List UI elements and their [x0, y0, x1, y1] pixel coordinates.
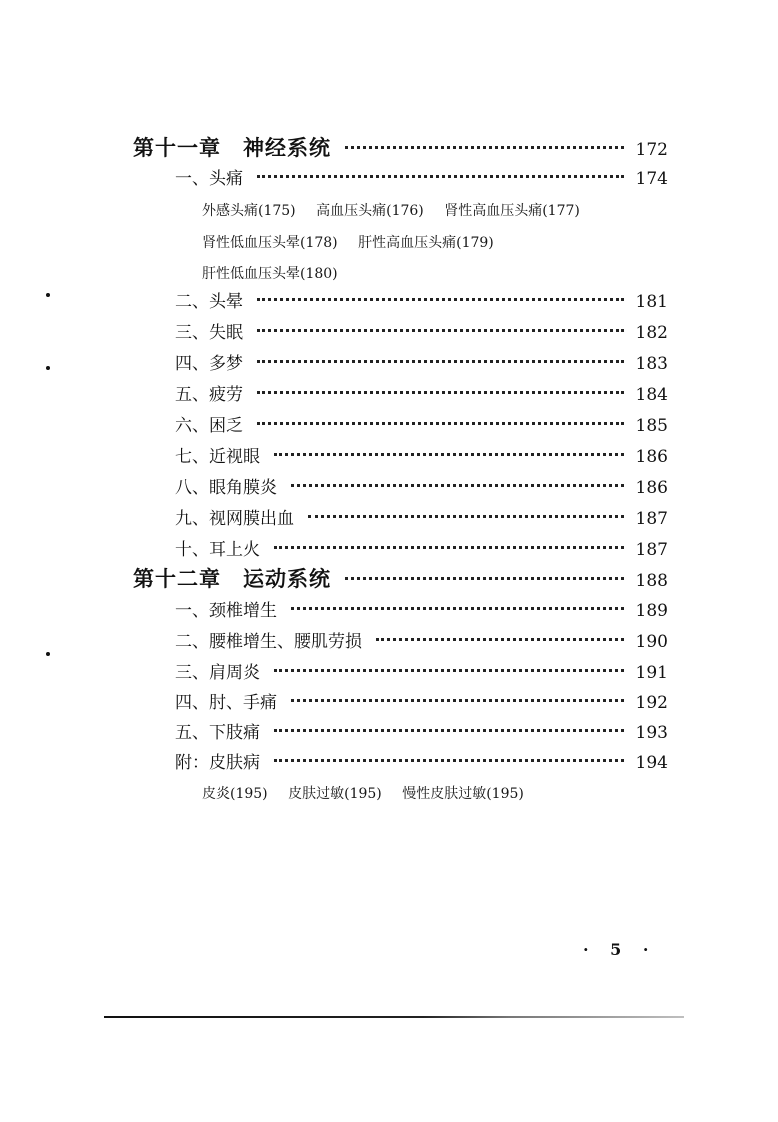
subentry[interactable]: 慢性皮肤过敏(195) — [402, 786, 524, 802]
page-number: 188 — [635, 571, 668, 591]
leader-dots — [257, 360, 624, 363]
scan-edge-line — [104, 1016, 684, 1018]
section-title: 一、头痛 — [175, 169, 243, 189]
footer-page-number: · 5 · — [583, 940, 657, 959]
section-title: 二、腰椎增生、腰肌劳损 — [175, 632, 362, 652]
toc-section[interactable] — [175, 718, 668, 743]
leader-dots — [308, 515, 624, 518]
section-title: 二、头晕 — [175, 292, 243, 312]
section-title: 五、下肢痛 — [175, 723, 260, 743]
page-number: 192 — [635, 693, 668, 713]
toc-chapter-11[interactable] — [133, 132, 668, 162]
leader-dots — [257, 391, 624, 394]
section-title: 一、颈椎增生 — [175, 601, 277, 621]
section-title: 九、视网膜出血 — [175, 509, 294, 529]
section-title: 八、眼角膜炎 — [175, 478, 277, 498]
page-number: 191 — [635, 663, 668, 683]
page-number: 187 — [635, 509, 668, 529]
section-title: 七、近视眼 — [175, 447, 260, 467]
toc-section[interactable] — [175, 287, 668, 312]
leader-dots — [274, 759, 624, 762]
subentry[interactable]: 肝性高血压头痛(179) — [358, 235, 494, 251]
toc-section[interactable] — [175, 473, 668, 498]
subentry[interactable]: 皮肤过敏(195) — [288, 786, 382, 802]
leader-dots — [345, 577, 624, 580]
leader-dots — [291, 699, 624, 702]
section-title: 三、肩周炎 — [175, 663, 260, 683]
toc-section[interactable] — [175, 164, 668, 189]
toc-section[interactable] — [175, 442, 668, 467]
leader-dots — [257, 298, 624, 301]
toc-section[interactable] — [175, 318, 668, 343]
page-number: 183 — [635, 354, 668, 374]
page-number: 189 — [635, 601, 668, 621]
toc-subentry-line — [202, 200, 596, 220]
section-title: 四、肘、手痛 — [175, 693, 277, 713]
leader-dots — [274, 669, 624, 672]
leader-dots — [257, 422, 624, 425]
section-title: 三、失眠 — [175, 323, 243, 343]
leader-dots — [257, 329, 624, 332]
page-number: 185 — [635, 416, 668, 436]
section-title: 十、耳上火 — [175, 540, 260, 560]
scan-speck — [46, 652, 50, 656]
section-title: 四、多梦 — [175, 354, 243, 374]
page-number: 181 — [635, 292, 668, 312]
section-title: 六、困乏 — [175, 416, 243, 436]
subentry[interactable]: 肾性低血压头晕(178) — [202, 235, 338, 251]
leader-dots — [274, 729, 624, 732]
leader-dots — [257, 175, 624, 178]
leader-dots — [345, 146, 624, 149]
page-number: 172 — [635, 140, 668, 160]
page-number: 184 — [635, 385, 668, 405]
section-title: 附：皮肤病 — [175, 753, 260, 773]
toc-section[interactable] — [175, 380, 668, 405]
scan-speck — [46, 366, 50, 370]
page-number: 186 — [635, 478, 668, 498]
toc-chapter-12[interactable] — [133, 563, 668, 593]
page-number: 190 — [635, 632, 668, 652]
page-number: 174 — [635, 169, 668, 189]
toc-section[interactable] — [175, 504, 668, 529]
toc-section[interactable] — [175, 349, 668, 374]
page-number: 186 — [635, 447, 668, 467]
subentry[interactable]: 皮炎(195) — [202, 786, 268, 802]
toc-section[interactable] — [175, 627, 668, 652]
toc-section[interactable] — [175, 748, 668, 773]
toc-section[interactable] — [175, 535, 668, 560]
page-number: 187 — [635, 540, 668, 560]
subentry[interactable]: 肝性低血压头晕(180) — [202, 266, 338, 282]
toc-subentry-line — [202, 232, 510, 252]
section-title: 五、疲劳 — [175, 385, 243, 405]
leader-dots — [376, 638, 624, 641]
subentry[interactable]: 高血压头痛(176) — [316, 203, 424, 219]
leader-dots — [291, 484, 624, 487]
chapter-title: 第十二章 运动系统 — [133, 567, 331, 591]
subentry[interactable]: 外感头痛(175) — [202, 203, 296, 219]
scan-speck — [46, 293, 50, 297]
leader-dots — [291, 607, 624, 610]
toc-subentry-line — [202, 263, 354, 283]
leader-dots — [274, 546, 624, 549]
leader-dots — [274, 453, 624, 456]
page-number: 194 — [635, 753, 668, 773]
toc-subentry-line — [202, 783, 540, 803]
chapter-title: 第十一章 神经系统 — [133, 136, 331, 160]
toc-section[interactable] — [175, 411, 668, 436]
subentry[interactable]: 肾性高血压头痛(177) — [444, 203, 580, 219]
page-number: 193 — [635, 723, 668, 743]
toc-section[interactable] — [175, 688, 668, 713]
toc-section[interactable] — [175, 658, 668, 683]
page-number: 182 — [635, 323, 668, 343]
toc-section[interactable] — [175, 596, 668, 621]
